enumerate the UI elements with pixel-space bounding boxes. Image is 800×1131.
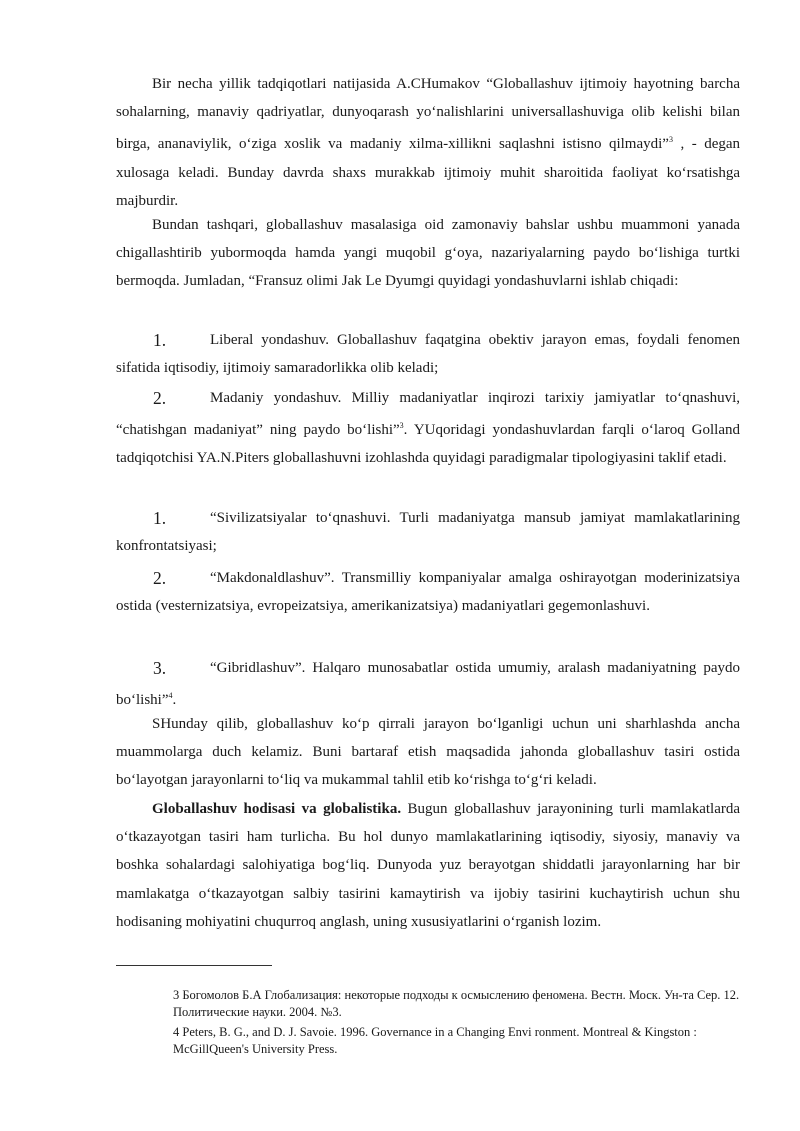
list1-num-2: 2.: [153, 388, 167, 408]
list2-num-1: 1.: [153, 508, 167, 528]
paragraph-4-text: Bugun globallashuv jarayonining turli mamlakatlarda o‘tkazayotgan tasiri ham turlicha. Bu hol dunyo mamlakatlarining iqtisodiy, siyosiy, manaviy va boshka sohalardagi salohiyatiga bog‘liq. Dunyoda yuz berayotgan shiddatli jarayonlarning har bir mamlakatga o‘tkazayotgan salbiy tasirini kamaytirish va ijobiy tasirini kuchaytirish uchun shu hodisaning mohiyatini chuqurroq anglash, uning xususiyatlarini o‘rganish lozim.: [116, 801, 741, 930]
list1-item-2-tail: . YUqoridagi yondashuvlardan farqli o‘laroq Golland tadqiqotchisi YA.N.Piters globallashuvni izohlashda quyidagi paradigmalar tipologiyasini taklif etadi.: [116, 422, 740, 467]
list1-item-2-text: Madaniy yondashuv. Milliy madaniyatlar inqirozi tarixiy jamiyatlar to‘qnashuvi, “chatishgan madaniyat” ning paydo bo‘lishi”: [116, 390, 740, 439]
list2-num-3: 3.: [153, 658, 167, 678]
list2-item-1: “Sivilizatsiyalar to‘qnashuvi. Turli madaniyatga mansub jamiyat mamlakatlarining konfrontatsiyasi;: [116, 510, 740, 555]
list1-item-1: Liberal yondashuv. Globallashuv faqatgina obektiv jarayon emas, foydali fenomen sifatida iqtisodiy, ijtimoiy samaradorlikka olib keladi;: [116, 332, 740, 377]
paragraph-1: [116, 70, 740, 215]
footnote-ref-3b[interactable]: 3: [399, 421, 404, 431]
list2-item-3-tail: .: [172, 692, 177, 709]
footnote-ref-3[interactable]: 3: [668, 135, 673, 145]
footnote-3: 3 Богомолов Б.А Глобализация: некоторые подходы к осмыслению феномена. Вестн. Моск. Ун-та Сер. 12. Политические науки. 2004. №3.: [173, 988, 740, 1019]
paragraph-3: SHunday qilib, globallashuv ko‘p qirrali jarayon bo‘lganligi uchun uni sharhlashda ancha muammolarga duch kelamiz. Buni bartaraf etish maqsadida jahonda globallashuv tasiri ostida bo‘layotgan jarayonlarni to‘liq va mukammal tahlil etib ko‘rishga to‘g‘ri keladi.: [116, 716, 740, 789]
section-heading: Globallashuv hodisasi va globalistika.: [152, 801, 402, 817]
paragraph-2: Bundan tashqari, globallashuv masalasiga oid zamonaviy bahslar ushbu muammoni yanada chigallashtirib yubormoqda hamda yangi muqobil g‘oya, nazariyalarning paydo bo‘lishiga turtki bermoqda. Jumladan, “Fransuz olimi Jak Le Dyumgi quyidagi yondashuvlarni ishlab chiqadi:: [116, 217, 740, 290]
list1-item-2: [116, 384, 740, 473]
list1-num-1: 1.: [153, 330, 167, 350]
paragraph-4: [116, 795, 740, 936]
list2-item-2: “Makdonaldlashuv”. Transmilliy kompaniyalar amalga oshirayotgan moderinizatsiya ostida (vesternizatsiya, evropeizatsiya, amerikanizatsiya) madaniyatlari gegemonlashuvi.: [116, 570, 740, 615]
list2-num-2: 2.: [153, 568, 167, 588]
paragraph-1-tail: , - degan xulosaga keladi. Bunday davrda shaxs murakkab ijtimoiy muhit sharoitida faoliyat ko‘rsatishga majburdir.: [116, 136, 741, 209]
footnote-separator: [116, 965, 272, 966]
footnote-ref-4[interactable]: 4: [168, 691, 173, 701]
list2-item-3-text: “Gibridlashuv”. Halqaro munosabatlar ostida umumiy, aralash madaniyatning paydo bo‘lishi”: [116, 660, 740, 709]
footnote-4: 4 Peters, B. G., and D. J. Savoie. 1996. Governance in a Changing Envi ronment. Montreal & Kingston : McGillQueen's University Press.: [173, 1025, 697, 1056]
list2-item-3: [116, 654, 740, 714]
paragraph-1-text: Bir necha yillik tadqiqotlari natijasida A.CHumakov “Globallashuv ijtimoiy hayotning barcha sohalarning, manaviy qadriyatlar, dunyoqarash yo‘nalishlarini universallashuviga olib kelishi bilan birga, ananaviylik, o‘ziga xoslik va madaniy xilma-xillikni saqlashni istisno qilmaydi”: [116, 76, 740, 153]
